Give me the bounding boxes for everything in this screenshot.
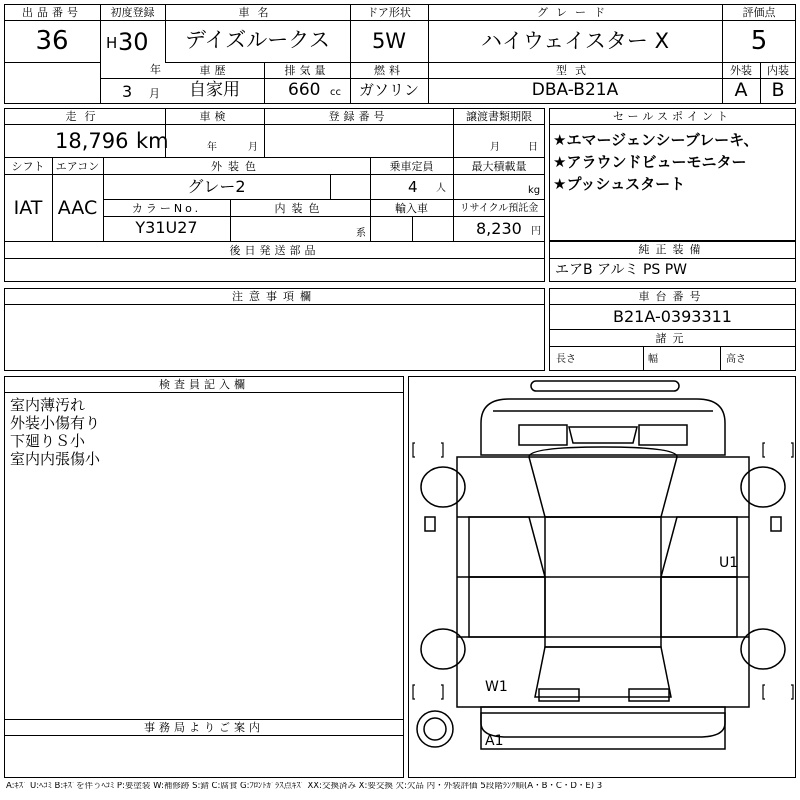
legend: A:ｷｽﾞ U:ﾍｺﾐ B:ｷｽﾞを伴うﾍｺﾐ P:要塗装 W:補修跡 S:錆 C:腐食 G:ﾌﾛﾝﾄｶﾞﾗｽ点ｷｽﾞ XX:交換済み X:要交換 欠:欠品 内・外装評価 5段階ﾗﾝｸ順(A・B・C・D・E) 3 — [6, 782, 603, 791]
first-reg-year-unit: 年 — [150, 63, 161, 76]
door-label: ドア形状 — [367, 6, 411, 19]
displacement-label: 排気量 — [284, 64, 330, 77]
car-name: デイズルークス — [184, 28, 331, 52]
exterior-grade-label: 外装 — [730, 64, 752, 77]
sales-points-label: セールスポイント — [612, 110, 732, 123]
car-diagram — [408, 376, 796, 778]
notes-label: 注意事項欄 — [232, 290, 317, 303]
recycle: 8,230 — [476, 219, 522, 238]
reg-no-label: 登録番号 — [328, 110, 389, 123]
wheel-front-left — [421, 467, 465, 507]
front-light-right — [639, 425, 687, 445]
fuel: ガソリン — [358, 81, 419, 99]
height-label: 高さ — [726, 354, 746, 365]
chassis-label: 車台番号 — [638, 290, 707, 303]
inspector-note: 下廻りＳ小 — [10, 432, 86, 450]
model-code: DBA-B21A — [531, 80, 619, 100]
office-label: 事務局よりご案内 — [144, 721, 264, 734]
shift: IAT — [13, 197, 43, 219]
model-code-label: 型式 — [556, 64, 594, 77]
inspector-note: 室内内張傷小 — [10, 450, 101, 468]
chassis-value: B21A-0393311 — [613, 307, 732, 326]
first-reg-year: 30 — [118, 28, 149, 56]
inspector-label: 検査員記入欄 — [159, 378, 249, 391]
tail-light-right — [629, 689, 669, 701]
sales-points-list — [553, 129, 759, 195]
side-window-right-rear — [661, 577, 737, 637]
spare-tire-outer — [417, 711, 453, 747]
color-no: Y31U27 — [135, 218, 198, 237]
bracket-right-top-close — [791, 443, 793, 457]
ac: AAC — [57, 197, 98, 219]
inspection-label: 車検 — [199, 110, 230, 123]
lot-no-label: 出品番号 — [22, 6, 82, 19]
int-color-label: 内装色 — [274, 202, 326, 215]
body-outline — [457, 457, 749, 707]
mirror-left — [425, 517, 435, 531]
spare-tire-inner — [424, 718, 446, 740]
bracket-right-top — [763, 443, 765, 457]
max-load-unit: kg — [528, 185, 541, 196]
capacity-label: 乗車定員 — [389, 160, 434, 173]
bracket-right-bottom-close — [791, 685, 793, 699]
lot-no: 36 — [35, 26, 69, 56]
color-no-label: カラーNo. — [131, 202, 202, 215]
ext-color: グレー2 — [187, 177, 246, 196]
rear-bumper — [481, 707, 725, 737]
mark-a1: A1 — [485, 733, 504, 749]
displacement-unit: cc — [330, 87, 341, 98]
mileage-label: 走行 — [65, 110, 104, 123]
inspector-note: 外装小傷有り — [10, 414, 101, 432]
mark-w1: W1 — [485, 679, 508, 695]
score: 5 — [750, 26, 768, 56]
inspector-notes — [10, 396, 100, 468]
equipment-label: 純正装備 — [638, 243, 707, 256]
interior-grade: B — [771, 79, 785, 101]
transfer-day-unit: 日 — [528, 142, 538, 153]
first-reg-label: 初度登録 — [110, 6, 155, 19]
length-label: 長さ — [556, 354, 576, 365]
transfer-month-unit: 月 — [490, 142, 500, 153]
mileage: 18,796 — [55, 129, 129, 153]
mirror-right — [771, 517, 781, 531]
bracket-left-bottom-close — [441, 685, 443, 699]
shift-label: シフト — [11, 160, 45, 173]
inspection-month-unit: 月 — [248, 142, 258, 153]
sales-point-item: ★エマージェンシーブレーキ、 — [553, 131, 759, 149]
car-name-label: 車名 — [238, 6, 277, 19]
car-diagram-svg — [409, 377, 796, 778]
sales-point-item: ★プッシュスタート — [553, 175, 686, 193]
fuel-label: 燃料 — [374, 64, 404, 77]
side-window-left-rear — [469, 577, 545, 637]
ac-label: エアコン — [55, 160, 100, 173]
max-load-label: 最大積載量 — [471, 160, 527, 173]
ext-color-label: 外装色 — [211, 160, 262, 173]
transfer-label: 譲渡書類期限 — [466, 110, 532, 123]
sales-point-item: ★アラウンドビューモニター — [553, 153, 747, 171]
tail-light-left — [539, 689, 579, 701]
front-grille — [569, 427, 637, 443]
first-reg-era: H — [106, 34, 118, 52]
side-window-left-front — [469, 517, 545, 577]
mileage-unit: km — [136, 129, 169, 153]
equipment-value: エアB アルミ PS PW — [555, 262, 688, 278]
recycle-unit: 円 — [531, 226, 541, 237]
exterior-grade: A — [734, 79, 748, 101]
bracket-left-top — [413, 443, 415, 457]
front-light-left — [519, 425, 567, 445]
score-label: 評価点 — [742, 6, 776, 19]
inspection-year-unit: 年 — [207, 142, 217, 153]
history: 自家用 — [189, 80, 240, 100]
dimensions-label: 諸元 — [655, 332, 690, 345]
capacity: 4 — [408, 178, 418, 196]
wheel-rear-left — [421, 629, 465, 669]
first-reg-month: 3 — [122, 82, 133, 101]
roof — [545, 517, 661, 647]
grade: ハイウェイスター X — [480, 29, 669, 53]
inspector-note: 室内薄汚れ — [10, 396, 86, 414]
grade-label: グレード — [537, 6, 613, 19]
width-label: 幅 — [648, 354, 658, 365]
roof-bar-top — [531, 381, 679, 391]
wheel-rear-right — [741, 629, 785, 669]
door: 5W — [371, 29, 407, 53]
recycle-label: リサイクル預託金 — [459, 203, 539, 214]
bracket-left-bottom — [413, 685, 415, 699]
mark-u1: U1 — [719, 555, 739, 571]
capacity-unit: 人 — [436, 183, 446, 194]
displacement: 660 — [288, 80, 321, 100]
interior-grade-label: 内装 — [767, 64, 789, 77]
later-parts-label: 後日発送部品 — [229, 244, 320, 257]
import-label: 輸入車 — [395, 202, 428, 215]
bracket-right-bottom — [763, 685, 765, 699]
history-label: 車歴 — [199, 64, 230, 77]
bracket-left-top-close — [441, 443, 443, 457]
first-reg-month-unit: 月 — [149, 87, 160, 100]
wheel-front-right — [741, 467, 785, 507]
lower-strip — [481, 713, 725, 749]
int-color-unit: 系 — [356, 228, 366, 239]
